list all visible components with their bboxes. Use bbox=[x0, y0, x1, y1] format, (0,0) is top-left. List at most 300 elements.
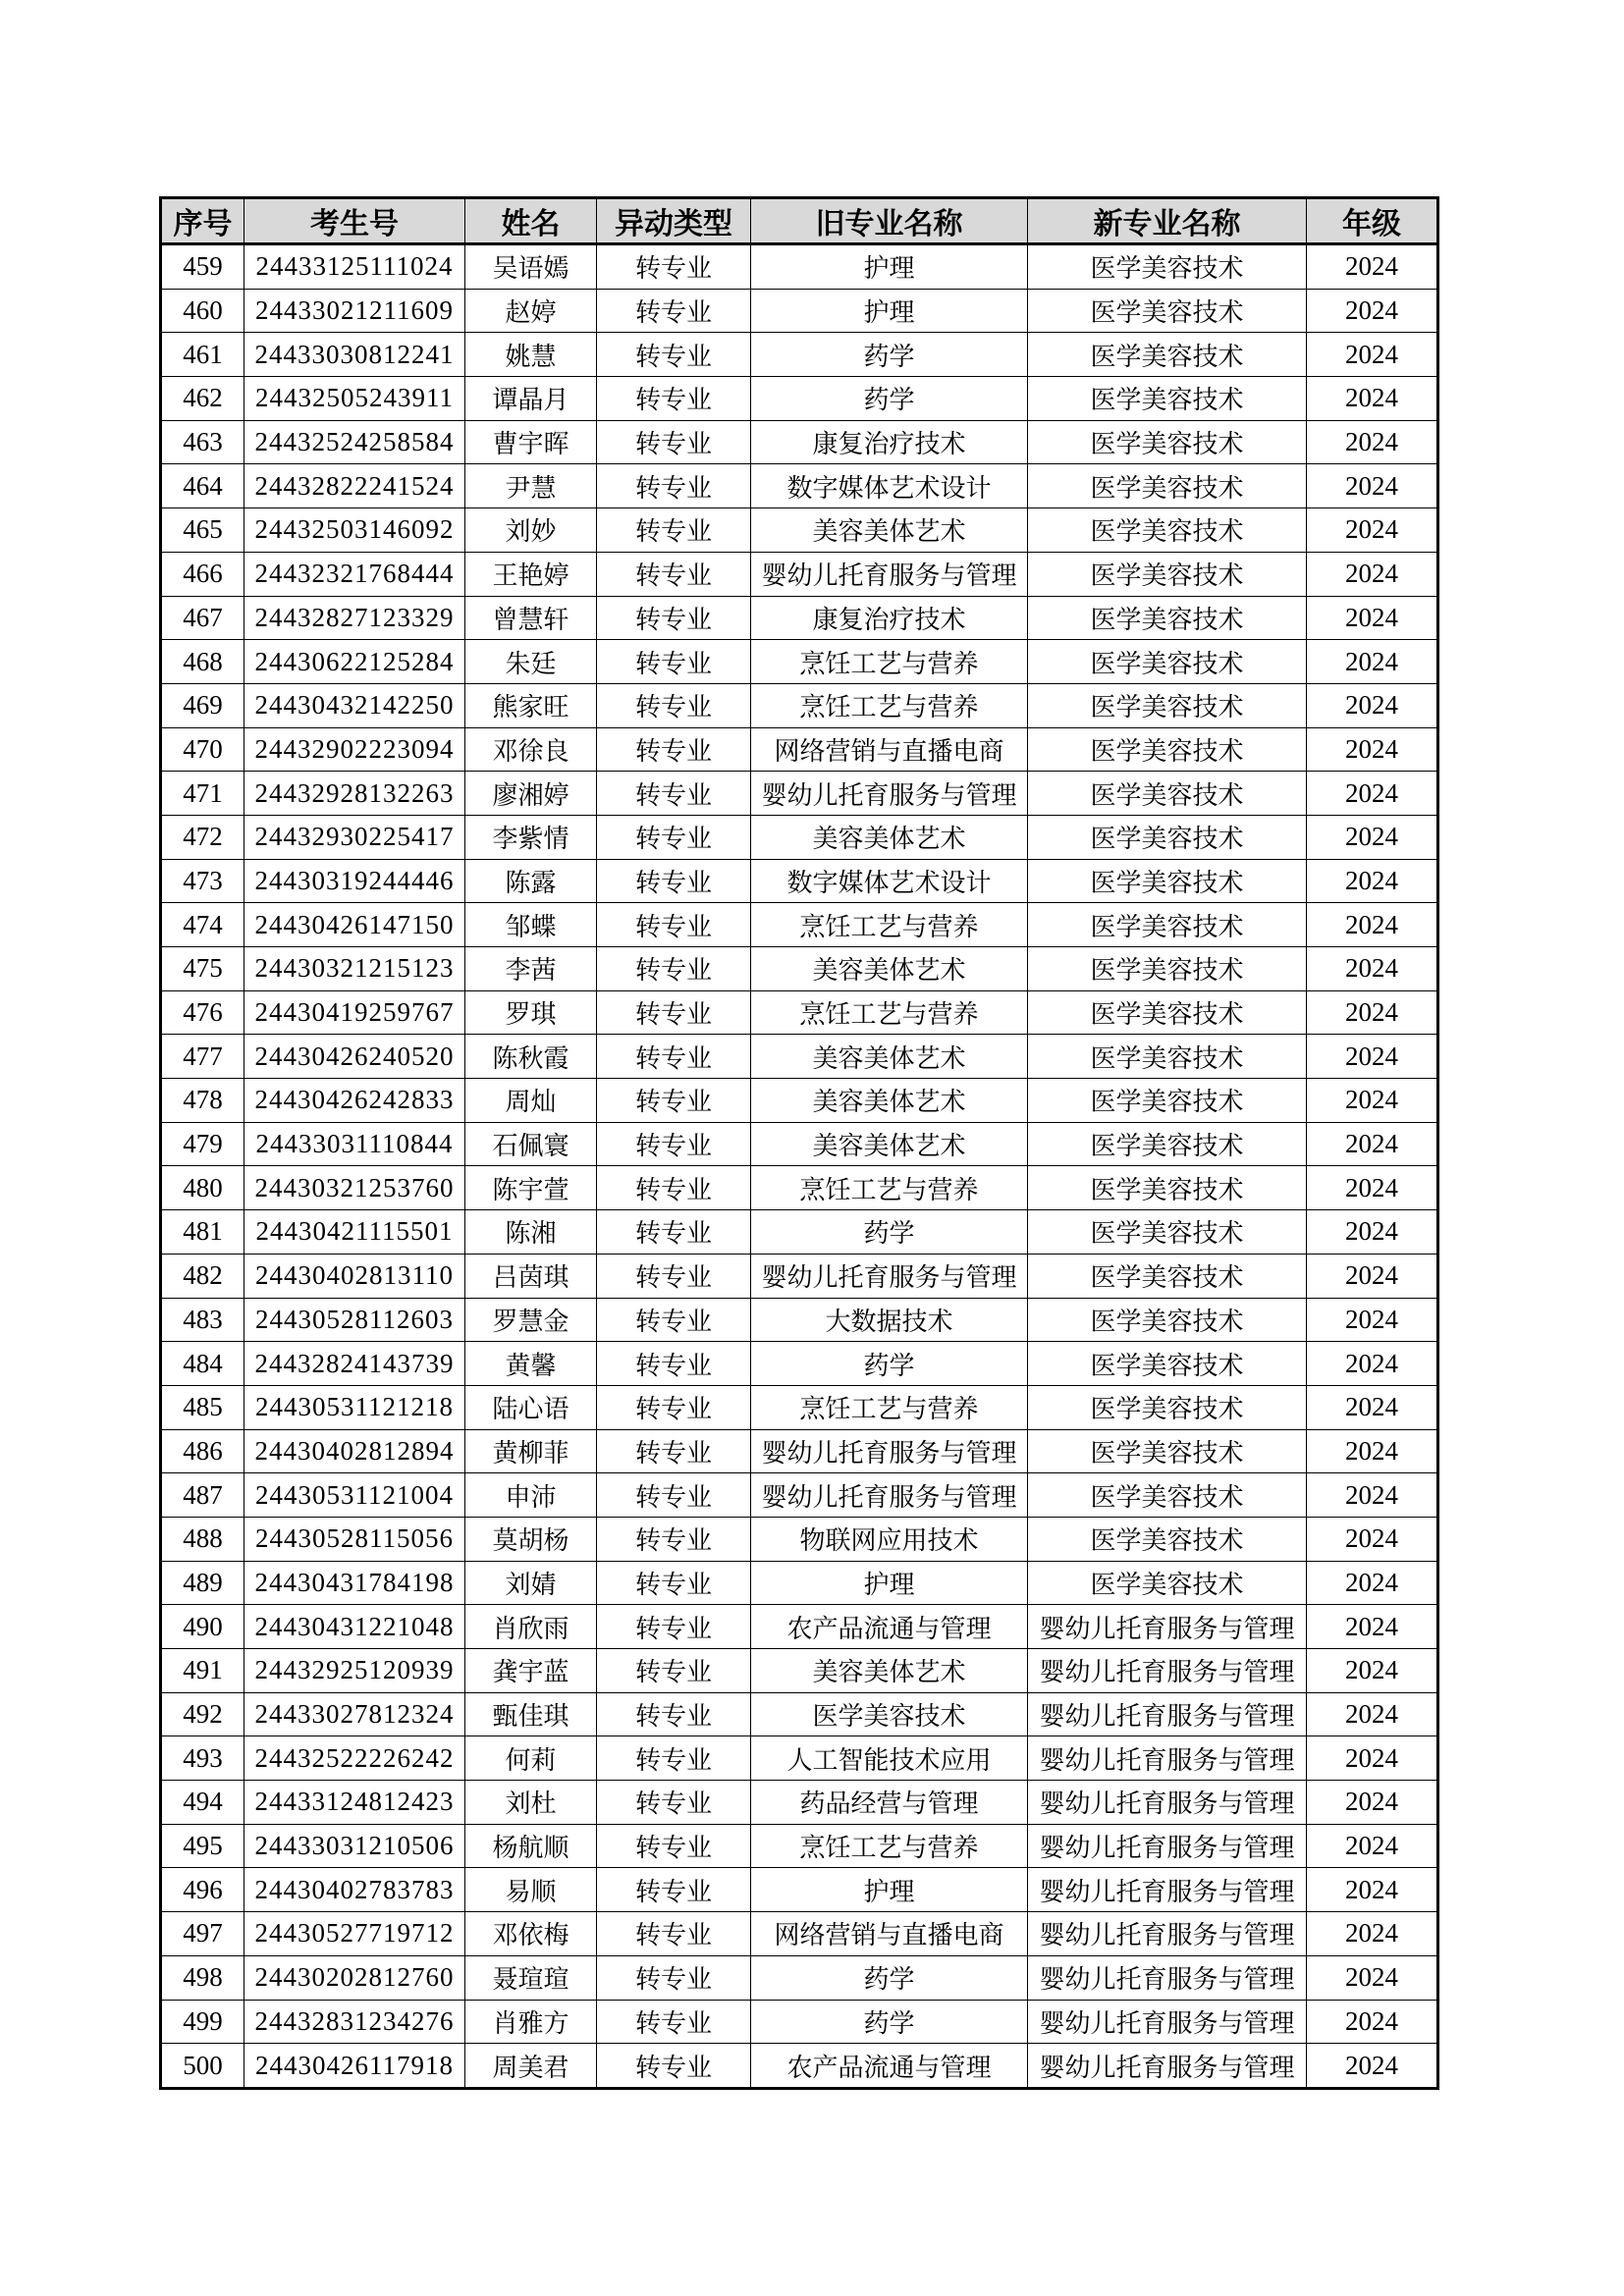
cell-change-type: 转专业 bbox=[597, 1955, 751, 2000]
cell-new-major: 医学美容技术 bbox=[1028, 727, 1307, 772]
cell-change-type: 转专业 bbox=[597, 990, 751, 1035]
cell-change-type: 转专业 bbox=[597, 289, 751, 333]
cell-change-type: 转专业 bbox=[597, 947, 751, 991]
cell-old-major: 药学 bbox=[751, 1210, 1028, 1255]
cell-old-major: 数字媒体艺术设计 bbox=[751, 859, 1028, 903]
cell-new-major: 医学美容技术 bbox=[1028, 552, 1307, 596]
cell-change-type: 转专业 bbox=[597, 1605, 751, 1649]
cell-name: 黄馨 bbox=[465, 1342, 597, 1386]
cell-name: 申沛 bbox=[465, 1473, 597, 1518]
cell-candidate-id: 24430321215123 bbox=[244, 947, 465, 991]
cell-change-type: 转专业 bbox=[597, 1210, 751, 1255]
cell-candidate-id: 24430531121004 bbox=[244, 1473, 465, 1518]
cell-name: 杨航顺 bbox=[465, 1824, 597, 1868]
cell-candidate-id: 24430426147150 bbox=[244, 903, 465, 947]
cell-name: 邹蝶 bbox=[465, 903, 597, 947]
cell-candidate-id: 24430402783783 bbox=[244, 1868, 465, 1912]
cell-new-major: 医学美容技术 bbox=[1028, 508, 1307, 553]
cell-new-major: 医学美容技术 bbox=[1028, 1254, 1307, 1298]
cell-serial: 490 bbox=[161, 1605, 244, 1649]
cell-grade: 2024 bbox=[1307, 1210, 1438, 1255]
column-header-candidate-id: 考生号 bbox=[244, 198, 465, 244]
cell-old-major: 人工智能技术应用 bbox=[751, 1736, 1028, 1781]
cell-name: 龚宇蓝 bbox=[465, 1649, 597, 1693]
cell-new-major: 婴幼儿托育服务与管理 bbox=[1028, 2000, 1307, 2044]
cell-new-major: 医学美容技术 bbox=[1028, 772, 1307, 816]
cell-new-major: 医学美容技术 bbox=[1028, 464, 1307, 508]
cell-serial: 487 bbox=[161, 1473, 244, 1518]
cell-new-major: 医学美容技术 bbox=[1028, 289, 1307, 333]
cell-name: 陈秋霞 bbox=[465, 1035, 597, 1079]
cell-old-major: 婴幼儿托育服务与管理 bbox=[751, 772, 1028, 816]
cell-old-major: 美容美体艺术 bbox=[751, 508, 1028, 553]
cell-grade: 2024 bbox=[1307, 1254, 1438, 1298]
cell-serial: 471 bbox=[161, 772, 244, 816]
cell-change-type: 转专业 bbox=[597, 859, 751, 903]
cell-new-major: 医学美容技术 bbox=[1028, 1473, 1307, 1518]
cell-name: 罗慧金 bbox=[465, 1298, 597, 1342]
cell-grade: 2024 bbox=[1307, 552, 1438, 596]
table-row bbox=[161, 1561, 1438, 1605]
cell-candidate-id: 24432928132263 bbox=[244, 772, 465, 816]
cell-serial: 485 bbox=[161, 1385, 244, 1429]
table-row bbox=[161, 903, 1438, 947]
cell-change-type: 转专业 bbox=[597, 1122, 751, 1166]
cell-old-major: 护理 bbox=[751, 244, 1028, 290]
cell-old-major: 美容美体艺术 bbox=[751, 1079, 1028, 1123]
cell-name: 甄佳琪 bbox=[465, 1692, 597, 1736]
cell-candidate-id: 24430419259767 bbox=[244, 990, 465, 1035]
table-row bbox=[161, 1781, 1438, 1825]
cell-change-type: 转专业 bbox=[597, 552, 751, 596]
cell-grade: 2024 bbox=[1307, 1473, 1438, 1518]
cell-grade: 2024 bbox=[1307, 1342, 1438, 1386]
cell-new-major: 医学美容技术 bbox=[1028, 903, 1307, 947]
cell-old-major: 网络营销与直播电商 bbox=[751, 727, 1028, 772]
cell-serial: 459 bbox=[161, 244, 244, 290]
cell-change-type: 转专业 bbox=[597, 420, 751, 464]
cell-candidate-id: 24432321768444 bbox=[244, 552, 465, 596]
table-row bbox=[161, 1122, 1438, 1166]
cell-change-type: 转专业 bbox=[597, 1429, 751, 1473]
cell-candidate-id: 24432902223094 bbox=[244, 727, 465, 772]
table-row bbox=[161, 552, 1438, 596]
cell-serial: 465 bbox=[161, 508, 244, 553]
cell-old-major: 数字媒体艺术设计 bbox=[751, 464, 1028, 508]
cell-grade: 2024 bbox=[1307, 464, 1438, 508]
cell-serial: 493 bbox=[161, 1736, 244, 1781]
cell-grade: 2024 bbox=[1307, 420, 1438, 464]
cell-new-major: 医学美容技术 bbox=[1028, 377, 1307, 421]
cell-serial: 500 bbox=[161, 2044, 244, 2089]
cell-old-major: 护理 bbox=[751, 1561, 1028, 1605]
cell-serial: 460 bbox=[161, 289, 244, 333]
cell-serial: 499 bbox=[161, 2000, 244, 2044]
cell-grade: 2024 bbox=[1307, 903, 1438, 947]
cell-new-major: 婴幼儿托育服务与管理 bbox=[1028, 2044, 1307, 2089]
cell-candidate-id: 24433021211609 bbox=[244, 289, 465, 333]
cell-change-type: 转专业 bbox=[597, 815, 751, 859]
table-row bbox=[161, 1736, 1438, 1781]
cell-grade: 2024 bbox=[1307, 1122, 1438, 1166]
cell-name: 邓依梅 bbox=[465, 1912, 597, 1956]
cell-serial: 480 bbox=[161, 1166, 244, 1210]
column-header-grade: 年级 bbox=[1307, 198, 1438, 244]
cell-candidate-id: 24430431221048 bbox=[244, 1605, 465, 1649]
cell-grade: 2024 bbox=[1307, 333, 1438, 377]
cell-change-type: 转专业 bbox=[597, 1035, 751, 1079]
cell-change-type: 转专业 bbox=[597, 772, 751, 816]
cell-change-type: 转专业 bbox=[597, 508, 751, 553]
cell-candidate-id: 24430528115056 bbox=[244, 1517, 465, 1561]
cell-name: 廖湘婷 bbox=[465, 772, 597, 816]
cell-grade: 2024 bbox=[1307, 859, 1438, 903]
cell-change-type: 转专业 bbox=[597, 1254, 751, 1298]
cell-serial: 489 bbox=[161, 1561, 244, 1605]
cell-serial: 498 bbox=[161, 1955, 244, 2000]
cell-candidate-id: 24430421115501 bbox=[244, 1210, 465, 1255]
cell-grade: 2024 bbox=[1307, 244, 1438, 290]
cell-grade: 2024 bbox=[1307, 2000, 1438, 2044]
cell-name: 易顺 bbox=[465, 1868, 597, 1912]
table-row bbox=[161, 333, 1438, 377]
cell-name: 姚慧 bbox=[465, 333, 597, 377]
cell-change-type: 转专业 bbox=[597, 1692, 751, 1736]
cell-old-major: 医学美容技术 bbox=[751, 1692, 1028, 1736]
cell-new-major: 医学美容技术 bbox=[1028, 420, 1307, 464]
table-row bbox=[161, 640, 1438, 684]
cell-candidate-id: 24432831234276 bbox=[244, 2000, 465, 2044]
table-row bbox=[161, 1692, 1438, 1736]
cell-new-major: 婴幼儿托育服务与管理 bbox=[1028, 1955, 1307, 2000]
cell-grade: 2024 bbox=[1307, 640, 1438, 684]
cell-change-type: 转专业 bbox=[597, 727, 751, 772]
cell-grade: 2024 bbox=[1307, 947, 1438, 991]
cell-serial: 482 bbox=[161, 1254, 244, 1298]
cell-name: 罗琪 bbox=[465, 990, 597, 1035]
cell-old-major: 美容美体艺术 bbox=[751, 1122, 1028, 1166]
cell-name: 吕茵琪 bbox=[465, 1254, 597, 1298]
cell-grade: 2024 bbox=[1307, 508, 1438, 553]
cell-old-major: 婴幼儿托育服务与管理 bbox=[751, 1473, 1028, 1518]
cell-new-major: 医学美容技术 bbox=[1028, 859, 1307, 903]
cell-candidate-id: 24432930225417 bbox=[244, 815, 465, 859]
table-row bbox=[161, 1429, 1438, 1473]
cell-candidate-id: 24430622125284 bbox=[244, 640, 465, 684]
cell-serial: 469 bbox=[161, 683, 244, 727]
cell-candidate-id: 24430402812894 bbox=[244, 1429, 465, 1473]
cell-grade: 2024 bbox=[1307, 683, 1438, 727]
cell-new-major: 婴幼儿托育服务与管理 bbox=[1028, 1649, 1307, 1693]
student-major-change-table bbox=[159, 196, 1439, 2090]
table-body bbox=[161, 244, 1438, 2089]
cell-serial: 491 bbox=[161, 1649, 244, 1693]
cell-new-major: 婴幼儿托育服务与管理 bbox=[1028, 1736, 1307, 1781]
cell-old-major: 农产品流通与管理 bbox=[751, 1605, 1028, 1649]
cell-name: 曾慧轩 bbox=[465, 596, 597, 640]
cell-candidate-id: 24430319244446 bbox=[244, 859, 465, 903]
cell-grade: 2024 bbox=[1307, 1692, 1438, 1736]
cell-old-major: 美容美体艺术 bbox=[751, 1035, 1028, 1079]
cell-old-major: 婴幼儿托育服务与管理 bbox=[751, 1429, 1028, 1473]
cell-serial: 475 bbox=[161, 947, 244, 991]
table-row bbox=[161, 1166, 1438, 1210]
cell-old-major: 烹饪工艺与营养 bbox=[751, 903, 1028, 947]
table-row bbox=[161, 1254, 1438, 1298]
cell-change-type: 转专业 bbox=[597, 1824, 751, 1868]
cell-change-type: 转专业 bbox=[597, 596, 751, 640]
cell-grade: 2024 bbox=[1307, 1649, 1438, 1693]
table-row bbox=[161, 1079, 1438, 1123]
cell-candidate-id: 24432524258584 bbox=[244, 420, 465, 464]
cell-old-major: 烹饪工艺与营养 bbox=[751, 1824, 1028, 1868]
cell-old-major: 烹饪工艺与营养 bbox=[751, 1166, 1028, 1210]
table-row bbox=[161, 947, 1438, 991]
cell-serial: 476 bbox=[161, 990, 244, 1035]
cell-change-type: 转专业 bbox=[597, 244, 751, 290]
cell-grade: 2024 bbox=[1307, 727, 1438, 772]
cell-serial: 461 bbox=[161, 333, 244, 377]
cell-old-major: 网络营销与直播电商 bbox=[751, 1912, 1028, 1956]
cell-candidate-id: 24432827123329 bbox=[244, 596, 465, 640]
cell-name: 黄柳菲 bbox=[465, 1429, 597, 1473]
cell-grade: 2024 bbox=[1307, 1955, 1438, 2000]
cell-name: 王艳婷 bbox=[465, 552, 597, 596]
table-row bbox=[161, 1298, 1438, 1342]
cell-old-major: 美容美体艺术 bbox=[751, 1649, 1028, 1693]
cell-candidate-id: 24433124812423 bbox=[244, 1781, 465, 1825]
table-row bbox=[161, 420, 1438, 464]
cell-name: 聂瑄瑄 bbox=[465, 1955, 597, 2000]
cell-serial: 496 bbox=[161, 1868, 244, 1912]
cell-new-major: 婴幼儿托育服务与管理 bbox=[1028, 1868, 1307, 1912]
cell-new-major: 医学美容技术 bbox=[1028, 1079, 1307, 1123]
cell-new-major: 医学美容技术 bbox=[1028, 1298, 1307, 1342]
cell-name: 邓徐良 bbox=[465, 727, 597, 772]
cell-new-major: 婴幼儿托育服务与管理 bbox=[1028, 1605, 1307, 1649]
cell-serial: 488 bbox=[161, 1517, 244, 1561]
cell-serial: 473 bbox=[161, 859, 244, 903]
cell-serial: 466 bbox=[161, 552, 244, 596]
cell-name: 刘杜 bbox=[465, 1781, 597, 1825]
cell-grade: 2024 bbox=[1307, 1079, 1438, 1123]
cell-name: 周美君 bbox=[465, 2044, 597, 2089]
cell-name: 赵婷 bbox=[465, 289, 597, 333]
table-header bbox=[161, 198, 1438, 244]
table-row bbox=[161, 244, 1438, 290]
cell-new-major: 婴幼儿托育服务与管理 bbox=[1028, 1692, 1307, 1736]
cell-old-major: 婴幼儿托育服务与管理 bbox=[751, 1254, 1028, 1298]
cell-grade: 2024 bbox=[1307, 1824, 1438, 1868]
column-header-new-major: 新专业名称 bbox=[1028, 198, 1307, 244]
cell-change-type: 转专业 bbox=[597, 2044, 751, 2089]
table-row bbox=[161, 508, 1438, 553]
cell-grade: 2024 bbox=[1307, 1166, 1438, 1210]
cell-new-major: 医学美容技术 bbox=[1028, 947, 1307, 991]
cell-new-major: 医学美容技术 bbox=[1028, 815, 1307, 859]
cell-candidate-id: 24433031110844 bbox=[244, 1122, 465, 1166]
cell-old-major: 物联网应用技术 bbox=[751, 1517, 1028, 1561]
cell-grade: 2024 bbox=[1307, 1781, 1438, 1825]
cell-grade: 2024 bbox=[1307, 1736, 1438, 1781]
cell-old-major: 药学 bbox=[751, 377, 1028, 421]
cell-serial: 497 bbox=[161, 1912, 244, 1956]
cell-name: 石佩寰 bbox=[465, 1122, 597, 1166]
cell-change-type: 转专业 bbox=[597, 377, 751, 421]
table-row bbox=[161, 990, 1438, 1035]
cell-serial: 492 bbox=[161, 1692, 244, 1736]
cell-grade: 2024 bbox=[1307, 1517, 1438, 1561]
cell-old-major: 康复治疗技术 bbox=[751, 420, 1028, 464]
cell-candidate-id: 24430431784198 bbox=[244, 1561, 465, 1605]
cell-new-major: 医学美容技术 bbox=[1028, 990, 1307, 1035]
cell-name: 李茜 bbox=[465, 947, 597, 991]
table-row bbox=[161, 596, 1438, 640]
cell-new-major: 医学美容技术 bbox=[1028, 1429, 1307, 1473]
cell-candidate-id: 24433125111024 bbox=[244, 244, 465, 290]
cell-old-major: 婴幼儿托育服务与管理 bbox=[751, 552, 1028, 596]
cell-old-major: 美容美体艺术 bbox=[751, 815, 1028, 859]
cell-serial: 484 bbox=[161, 1342, 244, 1386]
cell-name: 朱廷 bbox=[465, 640, 597, 684]
column-header-serial: 序号 bbox=[161, 198, 244, 244]
cell-change-type: 转专业 bbox=[597, 1473, 751, 1518]
cell-name: 肖欣雨 bbox=[465, 1605, 597, 1649]
cell-candidate-id: 24430426117918 bbox=[244, 2044, 465, 2089]
table-row bbox=[161, 1868, 1438, 1912]
cell-change-type: 转专业 bbox=[597, 640, 751, 684]
cell-grade: 2024 bbox=[1307, 1385, 1438, 1429]
cell-change-type: 转专业 bbox=[597, 1868, 751, 1912]
cell-new-major: 医学美容技术 bbox=[1028, 640, 1307, 684]
cell-change-type: 转专业 bbox=[597, 1298, 751, 1342]
cell-candidate-id: 24430426242833 bbox=[244, 1079, 465, 1123]
table-row bbox=[161, 1517, 1438, 1561]
cell-candidate-id: 24432503146092 bbox=[244, 508, 465, 553]
cell-candidate-id: 24433031210506 bbox=[244, 1824, 465, 1868]
cell-name: 刘婧 bbox=[465, 1561, 597, 1605]
cell-change-type: 转专业 bbox=[597, 1561, 751, 1605]
cell-old-major: 药学 bbox=[751, 2000, 1028, 2044]
cell-name: 何莉 bbox=[465, 1736, 597, 1781]
cell-old-major: 护理 bbox=[751, 1868, 1028, 1912]
cell-change-type: 转专业 bbox=[597, 1912, 751, 1956]
cell-name: 吴语嫣 bbox=[465, 244, 597, 290]
cell-old-major: 药学 bbox=[751, 1342, 1028, 1386]
table-row bbox=[161, 1824, 1438, 1868]
cell-new-major: 医学美容技术 bbox=[1028, 1517, 1307, 1561]
cell-name: 李紫情 bbox=[465, 815, 597, 859]
table-row bbox=[161, 727, 1438, 772]
cell-candidate-id: 24430528112603 bbox=[244, 1298, 465, 1342]
cell-candidate-id: 24430527719712 bbox=[244, 1912, 465, 1956]
cell-change-type: 转专业 bbox=[597, 1649, 751, 1693]
table-row bbox=[161, 1342, 1438, 1386]
cell-change-type: 转专业 bbox=[597, 1079, 751, 1123]
cell-serial: 463 bbox=[161, 420, 244, 464]
cell-old-major: 药品经营与管理 bbox=[751, 1781, 1028, 1825]
cell-old-major: 美容美体艺术 bbox=[751, 947, 1028, 991]
cell-grade: 2024 bbox=[1307, 1912, 1438, 1956]
cell-old-major: 护理 bbox=[751, 289, 1028, 333]
cell-name: 陈露 bbox=[465, 859, 597, 903]
cell-grade: 2024 bbox=[1307, 1429, 1438, 1473]
table-row bbox=[161, 1912, 1438, 1956]
column-header-change-type: 异动类型 bbox=[597, 198, 751, 244]
cell-name: 熊家旺 bbox=[465, 683, 597, 727]
cell-new-major: 医学美容技术 bbox=[1028, 244, 1307, 290]
table-row bbox=[161, 859, 1438, 903]
cell-name: 刘妙 bbox=[465, 508, 597, 553]
cell-old-major: 烹饪工艺与营养 bbox=[751, 683, 1028, 727]
cell-candidate-id: 24433030812241 bbox=[244, 333, 465, 377]
cell-name: 肖雅方 bbox=[465, 2000, 597, 2044]
cell-change-type: 转专业 bbox=[597, 683, 751, 727]
cell-grade: 2024 bbox=[1307, 2044, 1438, 2089]
cell-change-type: 转专业 bbox=[597, 1385, 751, 1429]
cell-grade: 2024 bbox=[1307, 1035, 1438, 1079]
cell-serial: 467 bbox=[161, 596, 244, 640]
cell-candidate-id: 24433027812324 bbox=[244, 1692, 465, 1736]
cell-candidate-id: 24430321253760 bbox=[244, 1166, 465, 1210]
cell-change-type: 转专业 bbox=[597, 2000, 751, 2044]
cell-change-type: 转专业 bbox=[597, 1781, 751, 1825]
cell-grade: 2024 bbox=[1307, 1561, 1438, 1605]
table-row bbox=[161, 1955, 1438, 2000]
cell-candidate-id: 24432522226242 bbox=[244, 1736, 465, 1781]
cell-serial: 474 bbox=[161, 903, 244, 947]
cell-grade: 2024 bbox=[1307, 596, 1438, 640]
cell-old-major: 药学 bbox=[751, 1955, 1028, 2000]
cell-new-major: 医学美容技术 bbox=[1028, 1561, 1307, 1605]
table-row bbox=[161, 815, 1438, 859]
cell-candidate-id: 24432925120939 bbox=[244, 1649, 465, 1693]
cell-new-major: 医学美容技术 bbox=[1028, 596, 1307, 640]
table-row bbox=[161, 377, 1438, 421]
cell-serial: 483 bbox=[161, 1298, 244, 1342]
cell-new-major: 婴幼儿托育服务与管理 bbox=[1028, 1781, 1307, 1825]
cell-serial: 477 bbox=[161, 1035, 244, 1079]
cell-serial: 481 bbox=[161, 1210, 244, 1255]
cell-change-type: 转专业 bbox=[597, 464, 751, 508]
cell-grade: 2024 bbox=[1307, 815, 1438, 859]
cell-old-major: 大数据技术 bbox=[751, 1298, 1028, 1342]
cell-candidate-id: 24432824143739 bbox=[244, 1342, 465, 1386]
cell-candidate-id: 24430531121218 bbox=[244, 1385, 465, 1429]
cell-old-major: 烹饪工艺与营养 bbox=[751, 990, 1028, 1035]
cell-name: 陆心语 bbox=[465, 1385, 597, 1429]
cell-serial: 478 bbox=[161, 1079, 244, 1123]
cell-new-major: 医学美容技术 bbox=[1028, 333, 1307, 377]
column-header-old-major: 旧专业名称 bbox=[751, 198, 1028, 244]
cell-grade: 2024 bbox=[1307, 990, 1438, 1035]
cell-old-major: 康复治疗技术 bbox=[751, 596, 1028, 640]
cell-old-major: 药学 bbox=[751, 333, 1028, 377]
table-row bbox=[161, 683, 1438, 727]
table-row bbox=[161, 1035, 1438, 1079]
table-row bbox=[161, 1385, 1438, 1429]
cell-change-type: 转专业 bbox=[597, 1517, 751, 1561]
cell-serial: 470 bbox=[161, 727, 244, 772]
table-row bbox=[161, 772, 1438, 816]
cell-grade: 2024 bbox=[1307, 289, 1438, 333]
cell-new-major: 婴幼儿托育服务与管理 bbox=[1028, 1824, 1307, 1868]
cell-candidate-id: 24430202812760 bbox=[244, 1955, 465, 2000]
cell-change-type: 转专业 bbox=[597, 1166, 751, 1210]
cell-name: 陈湘 bbox=[465, 1210, 597, 1255]
cell-name: 谭晶月 bbox=[465, 377, 597, 421]
cell-name: 曹宇晖 bbox=[465, 420, 597, 464]
